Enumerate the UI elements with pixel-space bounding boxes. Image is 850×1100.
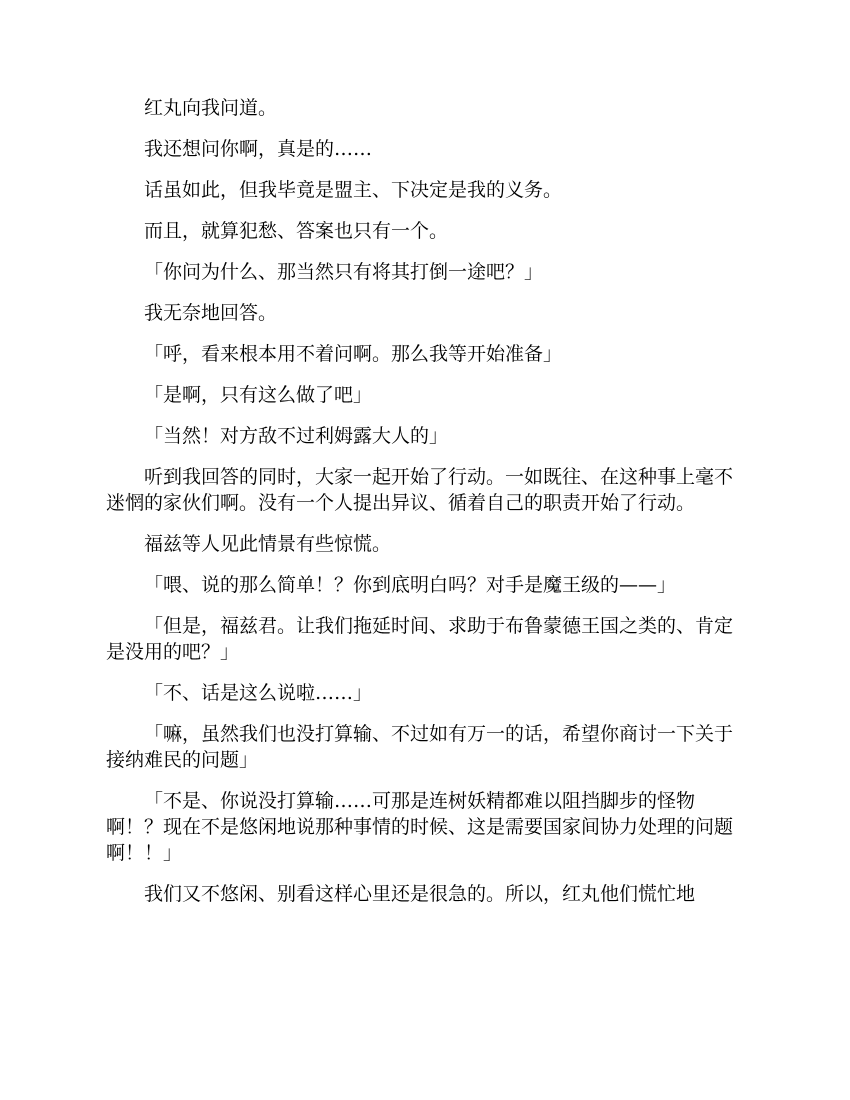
paragraph: 「不是、你说没打算输……可那是连树妖精都难以阻挡脚步的怪物啊！？现在不是悠闲地说那种事情的时候、这是需要国家间协力处理的问题啊！！」 — [106, 790, 734, 864]
paragraph: 「呼，看来根本用不着问啊。那么我等开始准备」 — [144, 343, 563, 365]
paragraph: 「嘛，虽然我们也没打算输、不过如有万一的话，希望你商讨一下关于接纳难民的问题」 — [106, 723, 734, 771]
paragraph: 「你问为什么、那当然只有将其打倒一途吧？」 — [144, 261, 544, 283]
paragraph: 听到我回答的同时，大家一起开始了行动。一如既往、在这种事上毫不迷惘的家伙们啊。没有一个人提出异议、循着自己的职责开始了行动。 — [106, 466, 734, 514]
paragraph: 「但是，福兹君。让我们拖延时间、求助于布鲁蒙德王国之类的、肯定是没用的吧？」 — [106, 615, 734, 663]
paragraph: 我无奈地回答。 — [144, 302, 278, 324]
paragraph: 「是啊，只有这么做了吧」 — [144, 384, 373, 406]
paragraph: 「喂、说的那么简单！？你到底明白吗？对手是魔王级的——」 — [144, 574, 677, 596]
paragraph: 福兹等人见此情景有些惊慌。 — [144, 533, 392, 555]
text-body — [106, 95, 746, 922]
paragraph: 话虽如此，但我毕竟是盟主、下决定是我的义务。 — [144, 179, 563, 201]
paragraph: 「当然！对方敌不过利姆露大人的」 — [144, 425, 449, 447]
paragraph: 而且，就算犯愁、答案也只有一个。 — [144, 220, 449, 242]
paragraph: 红丸向我问道。 — [144, 97, 278, 119]
paragraph: 「不、话是这么说啦……」 — [144, 682, 373, 704]
paragraph: 我们又不悠闲、别看这样心里还是很急的。所以，红丸他们慌忙地 — [144, 883, 696, 905]
paragraph: 我还想问你啊，真是的…… — [144, 138, 373, 160]
